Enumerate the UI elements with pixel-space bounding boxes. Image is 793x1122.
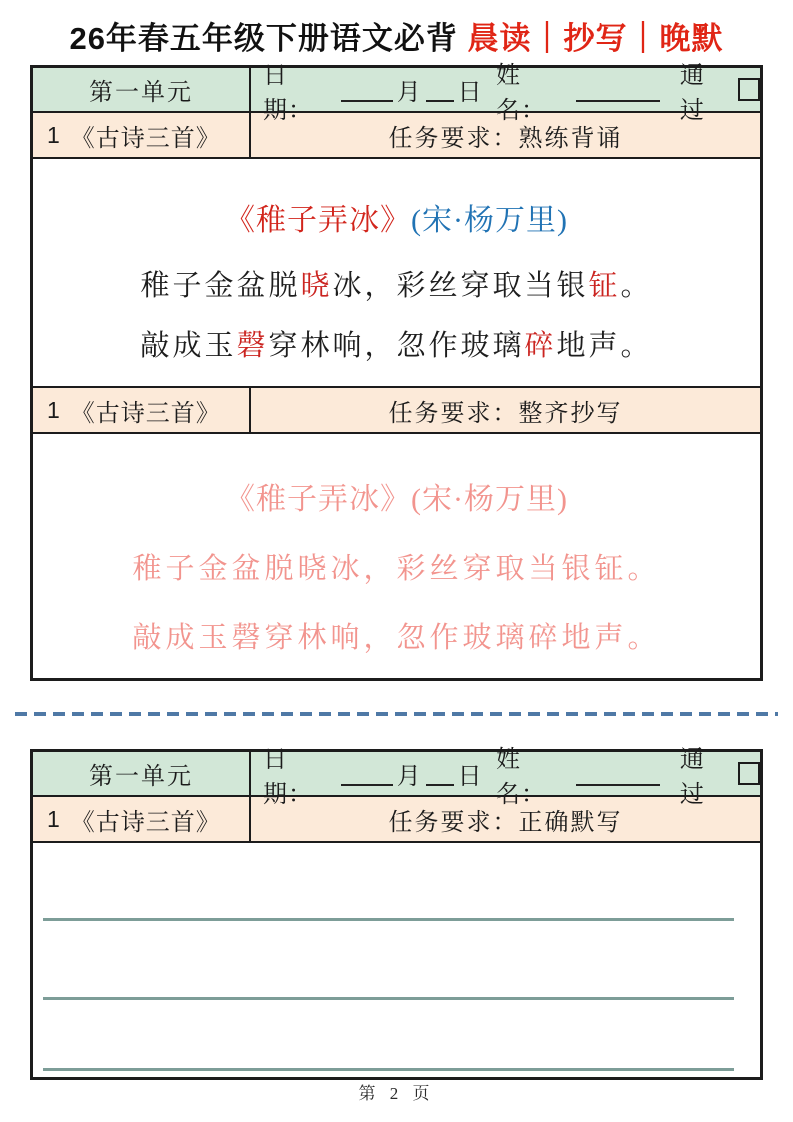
name-blank	[576, 762, 660, 786]
tracing-block	[33, 434, 760, 678]
dictation-table	[30, 746, 763, 1080]
poem-seg: 敲成玉	[140, 330, 237, 362]
day-label: 日	[457, 80, 483, 106]
poem-title: 《稚子弄冰》	[225, 204, 411, 237]
poem-seg: 稚子金盆脱	[140, 270, 301, 302]
ruled-line	[43, 918, 734, 921]
lesson-cell	[33, 797, 251, 841]
lesson-number: 1	[47, 396, 61, 423]
date-label: 日期：	[263, 62, 313, 124]
poem-seg: 冰，彩丝穿取当银	[332, 270, 589, 302]
poem-author: (宋·杨万里)	[411, 204, 568, 237]
dashed-cut-line	[15, 712, 778, 716]
day-label: 日	[457, 764, 483, 790]
lesson-number: 1	[47, 121, 61, 148]
writing-area-row	[33, 843, 760, 1077]
poem-seg: 穿林响，忽作玻璃	[268, 330, 525, 362]
lesson-number: 1	[47, 805, 61, 832]
writing-area	[33, 843, 760, 1077]
lesson-title: 《古诗三首》	[70, 400, 221, 427]
poem-seg-highlight: 晓	[300, 270, 333, 302]
name-label: 姓名：	[496, 746, 547, 808]
unit-cell: 第一单元	[33, 752, 251, 795]
task-row-copy	[33, 388, 760, 434]
poem-seg: 。	[620, 270, 653, 302]
date-name-cell	[251, 62, 760, 124]
page-title	[0, 13, 793, 58]
unit-header-row	[33, 746, 760, 808]
tracing-row	[33, 434, 760, 678]
poem-line-2	[33, 323, 760, 364]
poem-row	[33, 159, 760, 388]
date-label: 日期：	[263, 746, 313, 808]
pass-label: 通过	[679, 746, 705, 808]
month-blank	[341, 78, 393, 102]
morning-copy-table	[30, 62, 763, 681]
name-blank	[576, 78, 660, 102]
poem-seg: 地声。	[556, 330, 653, 362]
day-blank	[426, 78, 454, 102]
poem-block	[33, 159, 760, 386]
pass-checkbox	[738, 78, 760, 101]
unit-cell: 第一单元	[33, 68, 251, 111]
task-requirement: 任务要求：整齐抄写	[388, 400, 623, 427]
name-label: 姓名：	[496, 62, 547, 124]
day-blank	[426, 762, 454, 786]
poem-title-line	[33, 195, 760, 239]
page-title-black: 26年春五年级下册语文必背	[69, 21, 468, 56]
tracing-line-1: 稚子金盆脱晓冰，彩丝穿取当银钲。	[132, 553, 661, 585]
month-label: 月	[396, 764, 422, 790]
lesson-title: 《古诗三首》	[70, 125, 221, 152]
page-title-red: 晨读｜抄写｜晚默	[467, 21, 724, 56]
poem-seg-highlight: 钲	[588, 270, 621, 302]
poem-line-1	[33, 263, 760, 304]
pass-label: 通过	[679, 62, 705, 124]
tracing-title-line: 《稚子弄冰》(宋·杨万里)	[225, 483, 568, 516]
page-number: 第 2 页	[358, 1084, 435, 1103]
poem-seg-highlight: 碎	[524, 330, 557, 362]
ruled-line	[43, 997, 734, 1000]
lesson-cell	[33, 113, 251, 157]
month-label: 月	[396, 80, 422, 106]
task-row-dictation	[33, 797, 760, 843]
unit-header-row	[33, 62, 760, 124]
date-name-cell	[251, 746, 760, 808]
task-requirement: 任务要求：熟练背诵	[388, 125, 623, 152]
lesson-cell	[33, 388, 251, 432]
task-row-recite	[33, 113, 760, 159]
lesson-title: 《古诗三首》	[70, 809, 221, 836]
month-blank	[341, 762, 393, 786]
poem-seg-highlight: 磬	[236, 330, 269, 362]
tracing-line-2: 敲成玉磬穿林响，忽作玻璃碎地声。	[132, 622, 661, 654]
pass-checkbox	[738, 762, 760, 785]
task-requirement: 任务要求：正确默写	[388, 809, 623, 836]
ruled-line	[43, 1068, 734, 1071]
